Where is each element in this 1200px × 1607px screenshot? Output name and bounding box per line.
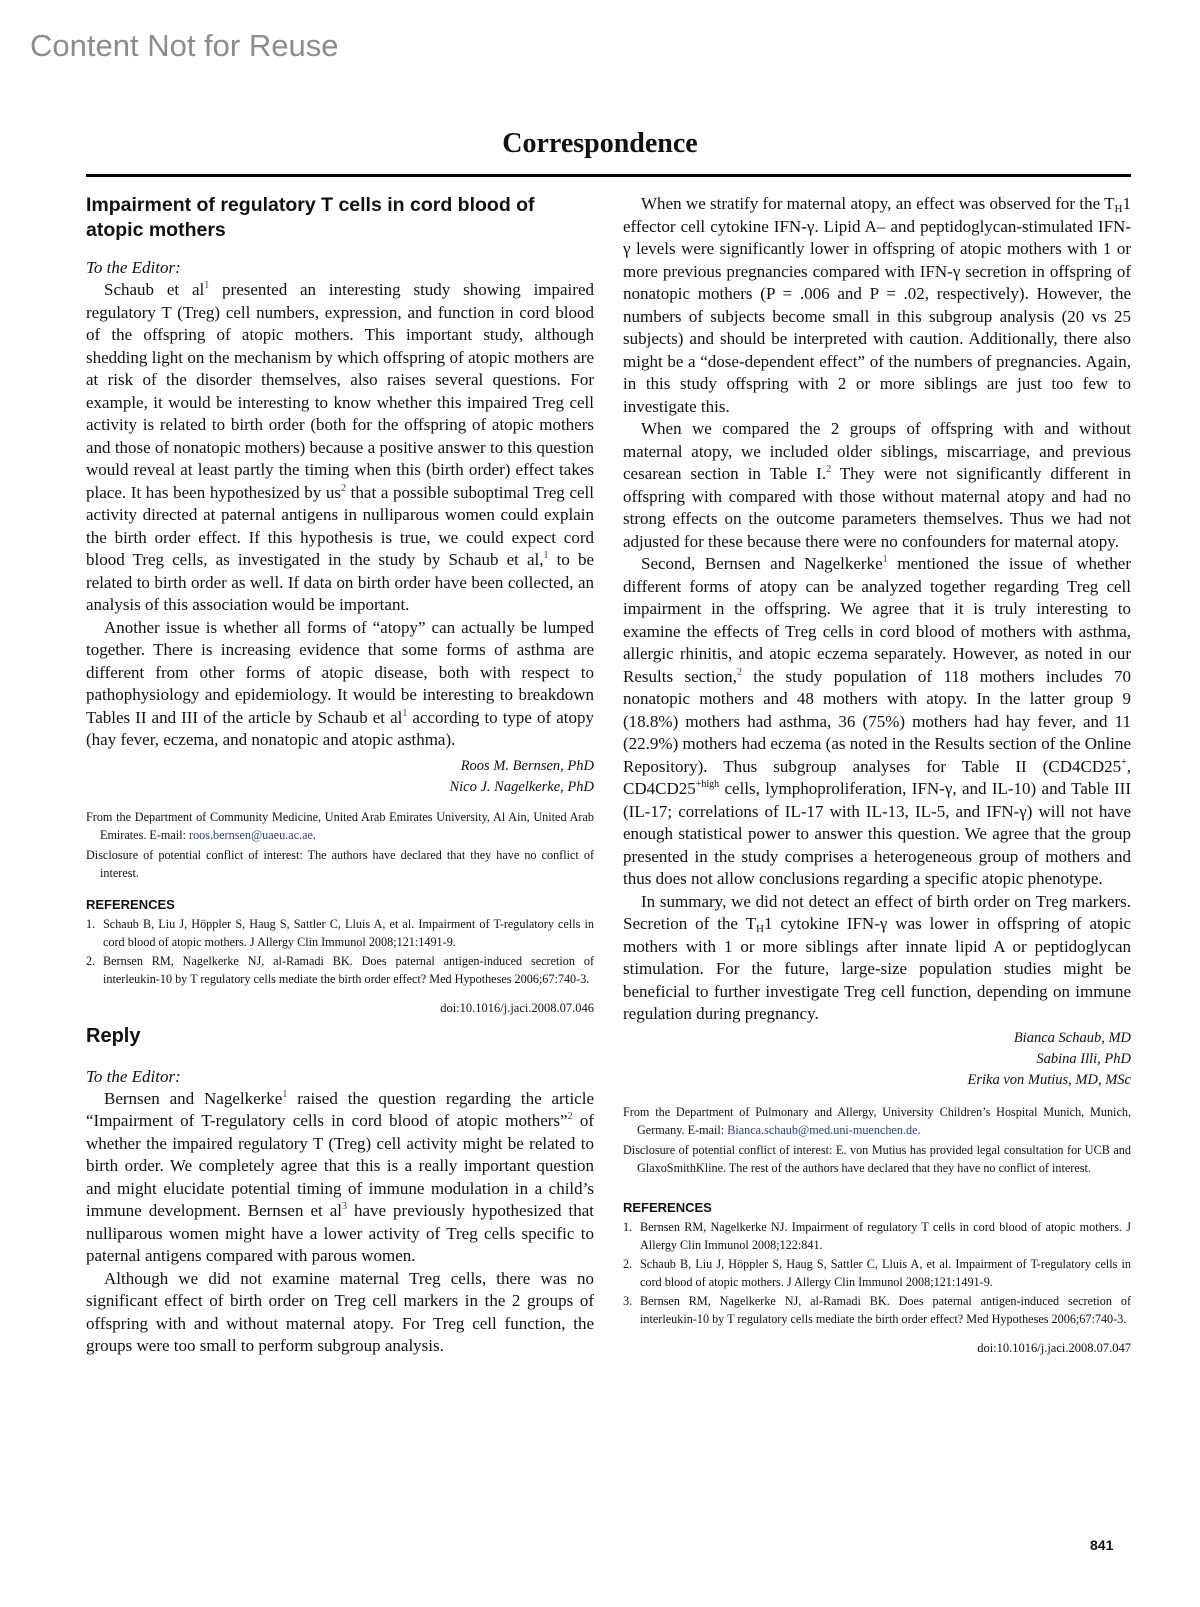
watermark: Content Not for Reuse	[30, 28, 339, 63]
citation-link[interactable]: 2	[567, 1111, 573, 1122]
citation-link[interactable]: 1	[204, 280, 210, 291]
letter-salutation: To the Editor:	[86, 258, 181, 277]
letter-disclosure: Disclosure of potential conflict of interest: The authors have declared that they have no conflict of interest.	[86, 847, 594, 880]
citation-link[interactable]: 1	[282, 1088, 288, 1100]
letter-paragraph-1: Schaub et $al^1$ presented an interesting study showing impaired regulatory T (Treg) cell numbers, expression, and function in cord blood of the offspring of atopic mothers. This important study, although shedding light on the mechanism by which offspring of atopic mothers are at risk of the disorder themselves, also raises several questions. For example, it would be interesting to know whether this impaired Treg cell activity is related to birth order (both for the offspring of atopic mothers and those of nonatopic mothers) because a positive answer to this question would reveal at least partly the timing when this (birth order) effect takes place. It has been hypothesized by $us^2$ that a possible suboptimal Treg cell activity directed at paternal antigens in nulliparous women could explain the birth order effect. If this hypothesis is true, we could expect cord blood Treg cells, as investigated in the study by Schaub et al,$^1$ to be related to birth order as well. If data on birth order have been collected, an analysis of this association would be important.	[86, 280, 594, 614]
reference-item: 1. Schaub B, Liu J, Höppler S, Haug S, Sattler C, Lluis A, et al. Impairment of T-regulatory cells in cord blood of atopic mothers. J Allergy Clin Immunol 2008;121:1491-9.	[86, 916, 594, 949]
letter-paragraph-2: Another issue is whether all forms of “atopy” can actually be lumped together. There is increasing evidence that some forms of asthma are different from other forms of atopic disease, both with respect to pathophysiology and epidemiology. It would be interesting to breakdown Tables II and III of the article by Schaub et $al^1$ according to type of atopy (hay fever, eczema, and nonatopic and atopic asthma).	[86, 617, 594, 749]
letter-signature	[86, 756, 594, 798]
citation-link[interactable]: 2	[341, 482, 347, 494]
citation-link[interactable]: 1	[882, 554, 888, 565]
right-column	[623, 193, 1131, 1356]
reply-doi: doi:10.1016/j.jaci.2008.07.047	[977, 1340, 1131, 1355]
reply-disclosure: Disclosure of potential conflict of interest: E. von Mutius has provided legal consultation for UCB and GlaxoSmithKline. The rest of the authors have declared that they have no conflict of interest.	[623, 1142, 1131, 1175]
reference-item: 2. Schaub B, Liu J, Höppler S, Haug S, Sattler C, Lluis A, et al. Impairment of T-regulatory cells in cord blood of atopic mothers. J Allergy Clin Immunol 2008;121:1491-9.	[623, 1256, 1131, 1289]
reference-item: 1. Bernsen RM, Nagelkerke NJ. Impairment of regulatory T cells in cord blood of atopic mothers. J Allergy Clin Immunol 2008;122:841.	[623, 1219, 1131, 1252]
author-name: Sabina Illi, PhD	[1036, 1050, 1131, 1067]
citation-link[interactable]: 1	[402, 707, 408, 719]
section-title: Correspondence	[502, 128, 698, 159]
reply-signature	[623, 1028, 1131, 1091]
citation-link[interactable]: 2	[736, 666, 742, 678]
email-link[interactable]: roos.bernsen@uaeu.ac.ae	[189, 828, 313, 842]
page-number: 841	[1090, 1537, 1114, 1553]
letter-references-heading: REFERENCES	[86, 896, 175, 912]
reply-paragraph-6: In summary, we did not detect an effect of birth order on Treg markers. Secretion of the $T_H1$ cytokine IFN-γ was lower in offspring of atopic mothers with 1 or more siblings after innate lipid A or peptidoglycan stimulation. For the future, large-size population studies might be beneficial to further investigate Treg cell function, depending on immune regulation during pregnancy.	[623, 891, 1131, 1023]
letter-affiliation: From the Department of Community Medicine, United Arab Emirates University, Al Ain, United Arab Emirates. E-mail: roos.bernsen@uaeu.ac.ae.	[86, 809, 594, 842]
reply-references-heading: REFERENCES	[623, 1199, 712, 1215]
letter-doi: doi:10.1016/j.jaci.2008.07.046	[440, 1000, 594, 1015]
letter-references-list	[86, 915, 594, 989]
letter-title: Impairment of regulatory T cells in cord blood of atopic mothers	[86, 194, 535, 241]
reply-paragraph-5: Second, Bernsen and Nagelkerke$^1$ mentioned the issue of whether different forms of atopy can be analyzed together regarding Treg cell impairment in the offspring. We agree that it is truly interesting to examine the effects of Treg cells in cord blood of mothers with asthma, allergic rhinitis, and atopic eczema separately. However, as noted in our Results section,$^2$ the study population of 118 mothers includes 70 nonatopic mothers and 48 mothers with atopy. In the latter group 9 (18.8%) mothers had asthma, 36 (75%) mothers had hay fever, and 11 (22.9%) mothers had eczema (as noted in the Results section of the Online Repository). Thus subgroup analyses for Table II (CD4CD25+, $CD4CD25^{+high}$ cells, lymphoproliferation, IFN-γ, and IL-10) and Table III (IL-17; correlations of IL-17 with IL-13, IL-5, and IFN-γ) will not have enough statistical power to answer this question. We agree that the group presented in the study comprises a heterogeneous group of mothers and thus does not allow conclusions regarding a specific atopic phenotype.	[623, 554, 1131, 888]
reply-salutation: To the Editor:	[86, 1066, 181, 1086]
email-link[interactable]: Bianca.schaub@med.uni-muenchen.de	[727, 1123, 918, 1137]
reference-item: 2. Bernsen RM, Nagelkerke NJ, al-Ramadi BK. Does paternal antigen-induced secretion of interleukin-10 by T regulatory cells mediate the birth order effect? Med Hypotheses 2006;67:740-3.	[86, 953, 594, 986]
author-name: Erika von Mutius, MD, MSc	[967, 1071, 1131, 1088]
reply-paragraph-3: When we stratify for maternal atopy, an effect was observed for the $T_H1$ effector cell cytokine IFN-γ. Lipid A– and peptidoglycan-stimulated IFN-γ levels were significantly lower in offspring of atopic mothers with 1 or more previous pregnancies compared with IFN-γ secretion in offspring of nonatopic mothers (P = .006 and P = .02, respectively). However, the numbers of subjects become small in this subgroup analysis (20 vs 25 subjects) and should be interpreted with caution. Additionally, there also might be a “dose-dependent effect” of the numbers of pregnancies. Again, in this study offspring with 2 or more siblings are just too few to investigate this.	[623, 194, 1131, 416]
reply-title: Reply	[86, 1024, 141, 1047]
citation-link[interactable]: 1	[543, 550, 549, 561]
author-name: Bianca Schaub, MD	[1013, 1029, 1131, 1046]
left-column	[86, 193, 594, 1358]
reply-paragraph-1: Bernsen and Nagelkerke$^1$ raised the question regarding the article “Impairment of T-regulatory cells in cord blood of atopic mothers”$^2$ of whether the impaired regulatory T (Treg) cell activity might be related to birth order. We completely agree that this is a really important question and might elucidate potential timing of immune modulation in a child’s immune development. Bernsen et $al^3$ have previously hypothesized that nulliparous women might have a lower activity of Treg cells specific to paternal antigens compared with parous women.	[86, 1088, 594, 1265]
citation-link[interactable]: 2	[826, 464, 832, 475]
reference-item: 3. Bernsen RM, Nagelkerke NJ, al-Ramadi BK. Does paternal antigen-induced secretion of interleukin-10 by T regulatory cells mediate the birth order effect? Med Hypotheses 2006;67:740-3.	[623, 1293, 1131, 1326]
reply-affiliation: From the Department of Pulmonary and Allergy, University Children’s Hospital Munich, Munich, Germany. E-mail: Bianca.schaub@med.uni-muenchen.de.	[623, 1104, 1131, 1137]
reply-affiliation-block	[623, 1103, 1131, 1178]
citation-link[interactable]: 3	[341, 1201, 347, 1212]
reply-references-list	[623, 1218, 1131, 1329]
author-name: Roos M. Bernsen, PhD	[460, 757, 594, 774]
author-name: Nico J. Nagelkerke, PhD	[449, 778, 594, 795]
header-rule	[86, 174, 1131, 177]
letter-affiliation-block	[86, 808, 594, 883]
reply-paragraph-2: Although we did not examine maternal Treg cells, there was no significant effect of birth order on Treg cell markers in the 2 groups of offspring with and without maternal atopy. For Treg cell function, the groups were too small to perform subgroup analysis.	[86, 1268, 594, 1355]
reply-paragraph-4: When we compared the 2 groups of offspring with and without maternal atopy, we included older siblings, miscarriage, and previous cesarean section in Table I.$^2$ They were not significantly different in offspring with compared with those without maternal atopy and had no strong effects on the outcome parameters themselves. Thus we had not adjusted for these because there were no confounders for maternal atopy.	[623, 419, 1131, 551]
